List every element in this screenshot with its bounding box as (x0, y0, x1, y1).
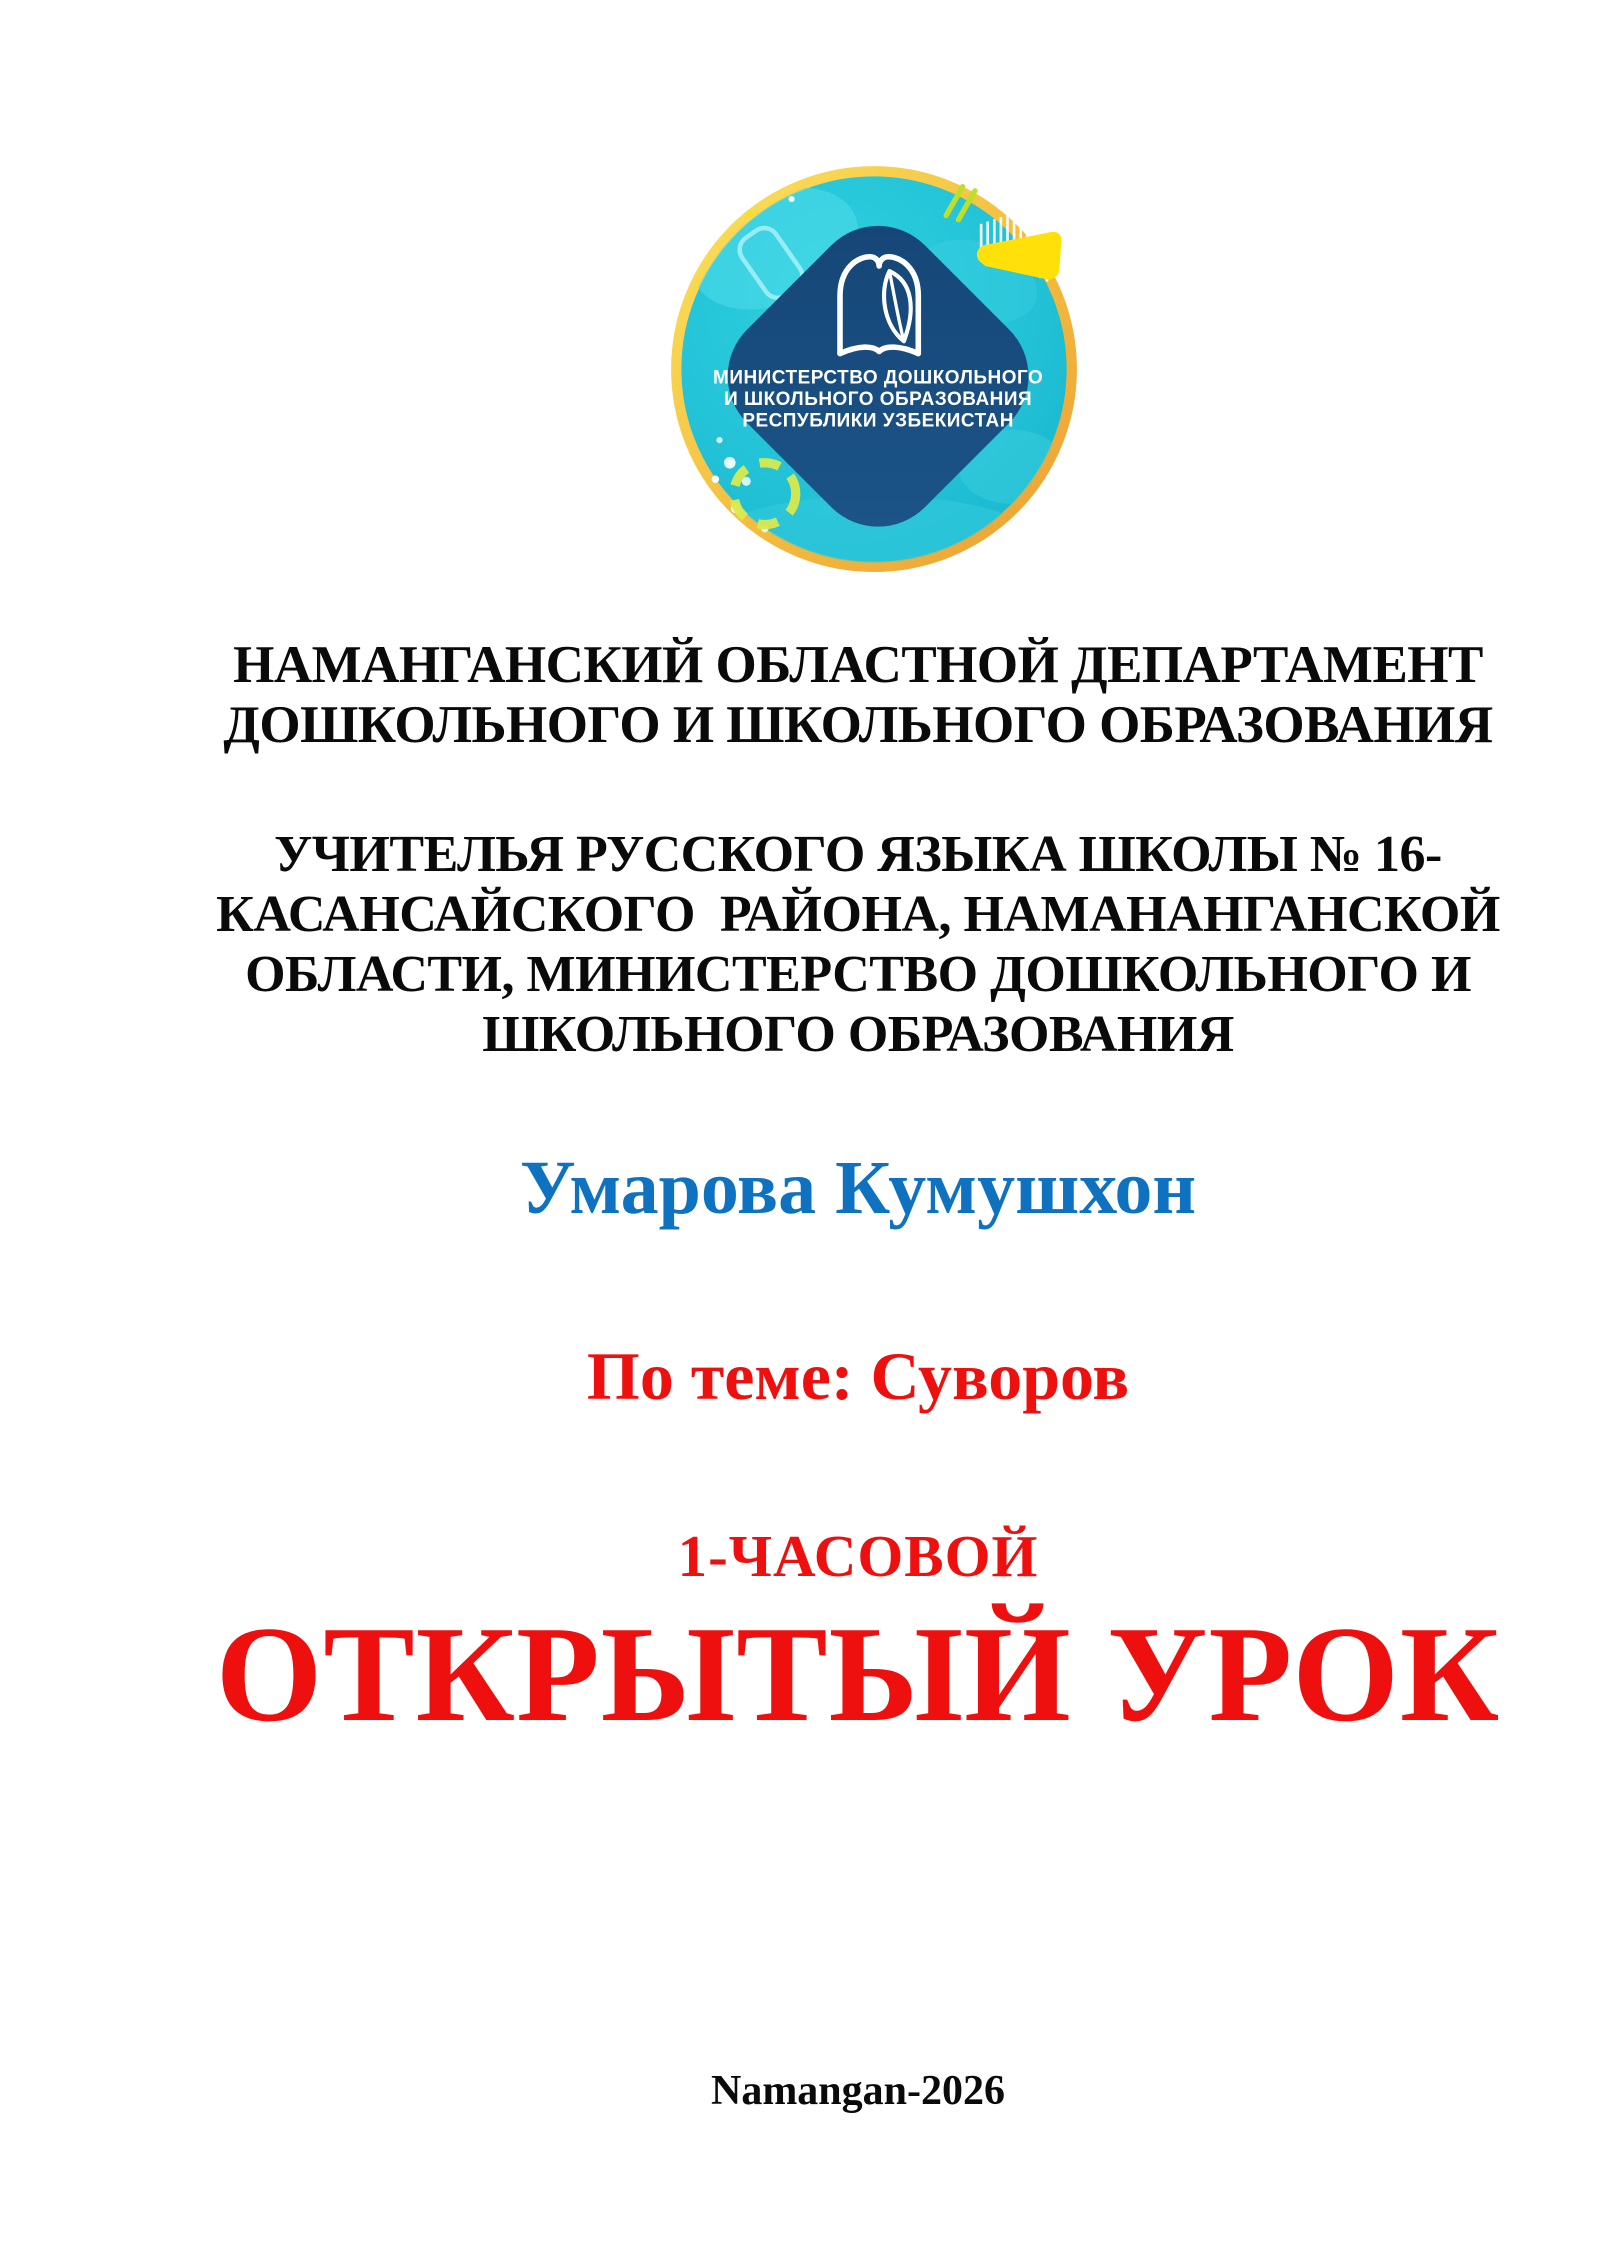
department-heading-line: НАМАНГАНСКИЙ ОБЛАСТНОЙ ДЕПАРТАМЕНТ (233, 636, 1483, 694)
logo-text-line: РЕСПУБЛИКИ УЗБЕКИСТАН (742, 410, 1014, 432)
teacher-school-heading-line: ШКОЛЬНОГО ОБРАЗОВАНИЯ (482, 1006, 1234, 1063)
author-name: Умарова Кумушхон (519, 1146, 1197, 1230)
logo-wordmark (713, 367, 1043, 431)
teacher-school-heading-line: КАСАНСАЙСКОГО РАЙОНА, НАМАНАНГАНСКОЙ (216, 886, 1500, 943)
ministry-logo (668, 162, 1080, 574)
document-content (116, 0, 1600, 2116)
footer-place-year: Namangan-2026 (710, 2068, 1006, 2114)
lesson-duration: 1-ЧАСОВОЙ (677, 1523, 1039, 1589)
teacher-school-heading (116, 825, 1600, 1065)
department-heading (116, 635, 1600, 755)
lesson-topic: По теме: Суворов (586, 1338, 1130, 1414)
document-title: ОТКРЫТЫЙ УРОК (215, 1598, 1501, 1750)
teacher-school-heading-line: УЧИТЕЛЬЯ РУССКОГО ЯЗЫКА ШКОЛЫ № 16- (274, 826, 1442, 883)
logo-text-line: МИНИСТЕРСТВО ДОШКОЛЬНОГО (713, 367, 1044, 389)
ministry-emblem-icon (668, 162, 1080, 574)
teacher-school-heading-line: ОБЛАСТИ, МИНИСТЕРСТВО ДОШКОЛЬНОГО И (245, 946, 1471, 1003)
logo-text-line: И ШКОЛЬНОГО ОБРАЗОВАНИЯ (724, 389, 1033, 411)
department-heading-line: ДОШКОЛЬНОГО И ШКОЛЬНОГО ОБРАЗОВАНИЯ (223, 696, 1493, 754)
